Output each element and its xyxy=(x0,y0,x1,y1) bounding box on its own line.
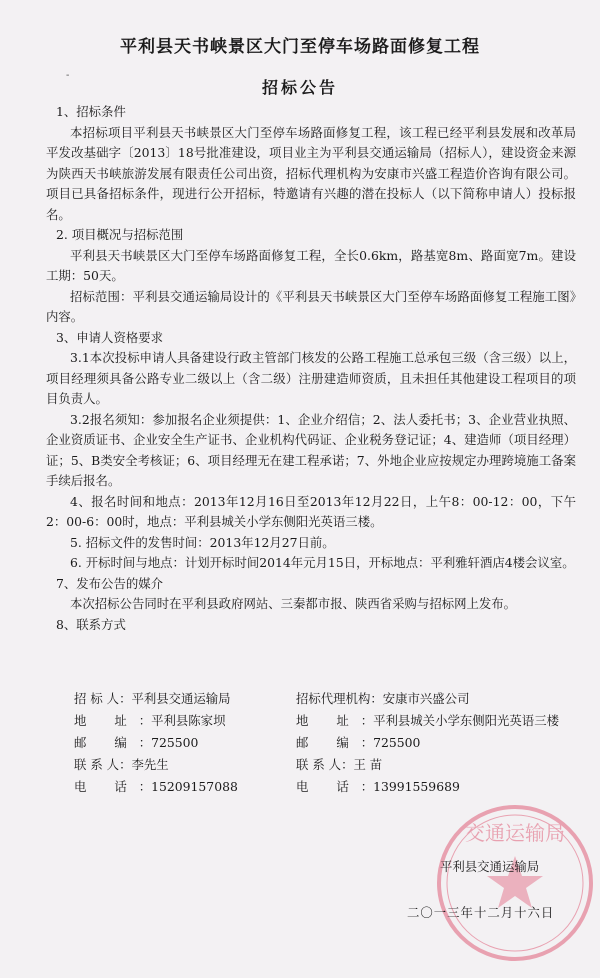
contact-label: 邮 编 xyxy=(296,735,361,750)
contact-value: 13991559689 xyxy=(373,779,460,794)
contact-label: 地 址 xyxy=(296,713,361,728)
issue-date: 二〇一三年十二月十六日 xyxy=(407,905,555,920)
document-body xyxy=(46,102,576,635)
contact-row: 地 址：平利县陈家坝 地 址：平利县城关小学东侧阳光英语三楼 xyxy=(74,713,559,728)
contact-value: 725500 xyxy=(373,735,421,750)
section-heading: 8、联系方式 xyxy=(56,616,126,632)
contact-value: 15209157088 xyxy=(151,779,238,794)
paragraph: 平利县天书峡景区大门至停车场路面修复工程，全长0.6km，路基宽8m、路面宽7m。建设工期：50天。 xyxy=(46,247,576,283)
contact-label: 招 标 人 xyxy=(74,691,120,706)
paragraph: 6. 开标时间与地点：计划开标时间2014年元月15日，开标地点：平利雅轩酒店4楼会议室。 xyxy=(70,555,575,570)
section-heading: 3、申请人资格要求 xyxy=(56,329,164,345)
paragraph: 本招标项目平利县天书峡景区大门至停车场路面修复工程，该工程已经平利县发展和改革局平发改基础字〔2013〕18号批准建设，项目业主为平利县交通运输局（招标人），建设资金来源为陕西天书峡旅游发展有限责任公司出资，招标代理机构为安康市兴盛工程造价咨询有限公司。项目已具备招标条件，现进行公开招标，特邀请有兴趣的潜在投标人（以下简称申请人）投标报名。 xyxy=(46,124,576,222)
contact-row: 联 系 人：李先生 联 系 人：王 苗 xyxy=(74,757,383,772)
contact-value: 安康市兴盛公司 xyxy=(382,691,470,706)
document-title: 平利县天书峡景区大门至停车场路面修复工程 xyxy=(120,37,480,57)
section-heading: 7、发布公告的媒介 xyxy=(56,575,164,591)
contact-label: 电 话 xyxy=(296,779,361,794)
contact-row: 电 话：15209157088 电 话：13991559689 xyxy=(74,779,460,794)
contact-label: 邮 编 xyxy=(74,735,139,750)
official-seal-icon xyxy=(430,798,600,968)
contact-value: 平利县陈家坝 xyxy=(151,713,226,728)
paragraph: 4、报名时间和地点：2013年12月16日至2013年12月22日，上午8：00-12：00，下午2：00-6：00时，地点：平利县城关小学东侧阳光英语三楼。 xyxy=(46,493,576,529)
contact-label: 电 话 xyxy=(74,779,139,794)
section-heading: 1、招标条件 xyxy=(56,104,126,119)
paragraph: 3.1本次投标申请人具备建设行政主管部门核发的公路工程施工总承包三级（含三级）以上，项目经理须具备公路专业二级以上（含二级）注册建造师资质，且未担任其他建设工程项目的项目负责人。 xyxy=(46,350,576,406)
contact-row: 招 标 人：平利县交通运输局 招标代理机构：安康市兴盛公司 xyxy=(74,691,470,706)
contact-label: 地 址 xyxy=(74,713,139,728)
contact-value: 李先生 xyxy=(131,757,169,772)
contact-value: 平利县交通运输局 xyxy=(131,691,231,706)
section-heading: 2. 项目概况与招标范围 xyxy=(56,227,184,242)
contact-value: 725500 xyxy=(151,735,199,750)
contact-value: 平利县城关小学东侧阳光英语三楼 xyxy=(373,713,559,728)
contact-label: 联 系 人 xyxy=(296,757,342,772)
paragraph: 本次招标公告同时在平利县政府网站、三秦都市报、陕西省采购与招标网上发布。 xyxy=(70,596,517,611)
paragraph: 招标范围：平利县交通运输局设计的《平利县天书峡景区大门至停车场路面修复工程施工图》内容。 xyxy=(46,288,576,324)
contact-label: 招标代理机构 xyxy=(296,691,371,706)
seal-text: 交通运输局 xyxy=(465,821,565,845)
contact-value: 王 苗 xyxy=(353,757,383,772)
paragraph: 3.2报名须知：参加报名企业须提供：1、企业介绍信；2、法人委托书；3、企业营业执照、企业资质证书、企业安全生产证书、企业机构代码证、企业税务登记证；4、建造师（项目经理）证；5、B类安全考核证；6、项目经理无在建工程承诺；7、外地企业应按规定办理跨境施工备案手续后报名。 xyxy=(46,411,576,488)
scan-mark: - xyxy=(66,70,70,81)
document-subtitle: 招标公告 xyxy=(261,78,338,97)
contact-label: 联 系 人 xyxy=(74,757,120,772)
contact-row: 邮 编：725500 邮 编：725500 xyxy=(74,735,421,750)
paragraph: 5. 招标文件的发售时间：2013年12月27日前。 xyxy=(70,534,335,550)
issuer-name: 平利县交通运输局 xyxy=(440,859,540,874)
